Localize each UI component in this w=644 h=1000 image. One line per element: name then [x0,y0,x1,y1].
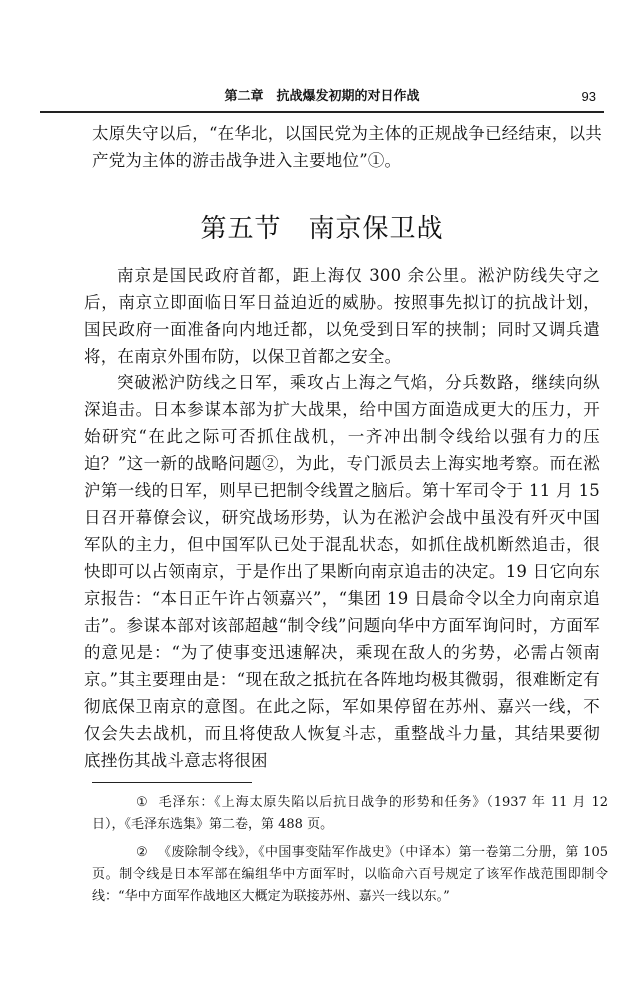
section-title: 第五节 南京保卫战 [200,214,444,244]
paragraph-1: 南京是国民政府首都，距上海仅 300 余公里。淞沪防线失守之后，南京立即面临日军日益迫近的威胁。按照事先拟订的抗战计划，国民政府一面准备向内地迁都，以免受到日军的挟制；同时又调兵遣将，在南京外围布防，以保卫首都之安全。 [84,266,600,366]
footnote-rule [92,782,252,783]
paragraph-continued: 太原失守以后，“在华北，以国民党为主体的正规战争已经结束，以共产党为主体的游击战争进入主要地位”①。 [92,124,602,170]
paragraph-2: 突破淞沪防线之日军，乘攻占上海之气焰，分兵数路，继续向纵深追击。日本参谋本部为扩大战果，给中国方面造成更大的压力，开始研究“在此之际可否抓住战机，一齐冲出制令线给以强有力的压迫？”这一新的战略问题②，为此，专门派员去上海实地考察。而在淞沪第一线的日军，则早已把制令线置之脑后。第十军司令于 11 月 15 日召开幕僚会议，研究战场形势，认为在淞沪会战中虽没有歼灭中国军队的主力，但中国军队已处于混乱状态，如抓住战机断然追击，很快即可以占领南京，于是作出了果断向南京追击的决定。19 日它向东京报告：“本日正午许占领嘉兴”，“集团 19 日晨命令以全力向南京追击”。参谋本部对该部超越“制令线”问题向华中方面军询问时，方面军的意见是：“为了使事变迅速解决，乘现在敌人的劣势，必需占领南京。”其主要理由是：“现在敌之抵抗在各阵地均极其微弱，很难断定有彻底保卫南京的意图。在此之际，军如果停留在苏州、嘉兴一线，不仅会失去战机，而且将使敌人恢复斗志，重整战斗力量，其结果要彻底挫伤其战斗意志将很困 [84,373,600,770]
footnote-2 [92,842,608,908]
footnote-1-marker: ① [136,795,148,810]
footnote-2-marker: ② [136,845,148,860]
footnote-1-text: 毛泽东：《上海太原失陷以后抗日战争的形势和任务》（1937 年 11 月 12 日），《毛泽东选集》第二卷，第 488 页。 [92,795,608,832]
footnote-1 [92,792,608,836]
running-header [40,86,604,108]
header-rule [40,111,604,113]
footnote-2-text: 《废除制令线》，《中国事变陆军作战史》（中译本）第一卷第二分册，第 105 页。制令线是日本军部在编组华中方面军时，以临命六百号规定了该军作战范围即制令线：“华中方面军作战地区大概定为联接苏州、嘉兴一线以东。” [92,845,608,904]
page-number: 93 [581,89,596,104]
chapter-title: 第二章 抗战爆发初期的对日作战 [224,89,420,104]
